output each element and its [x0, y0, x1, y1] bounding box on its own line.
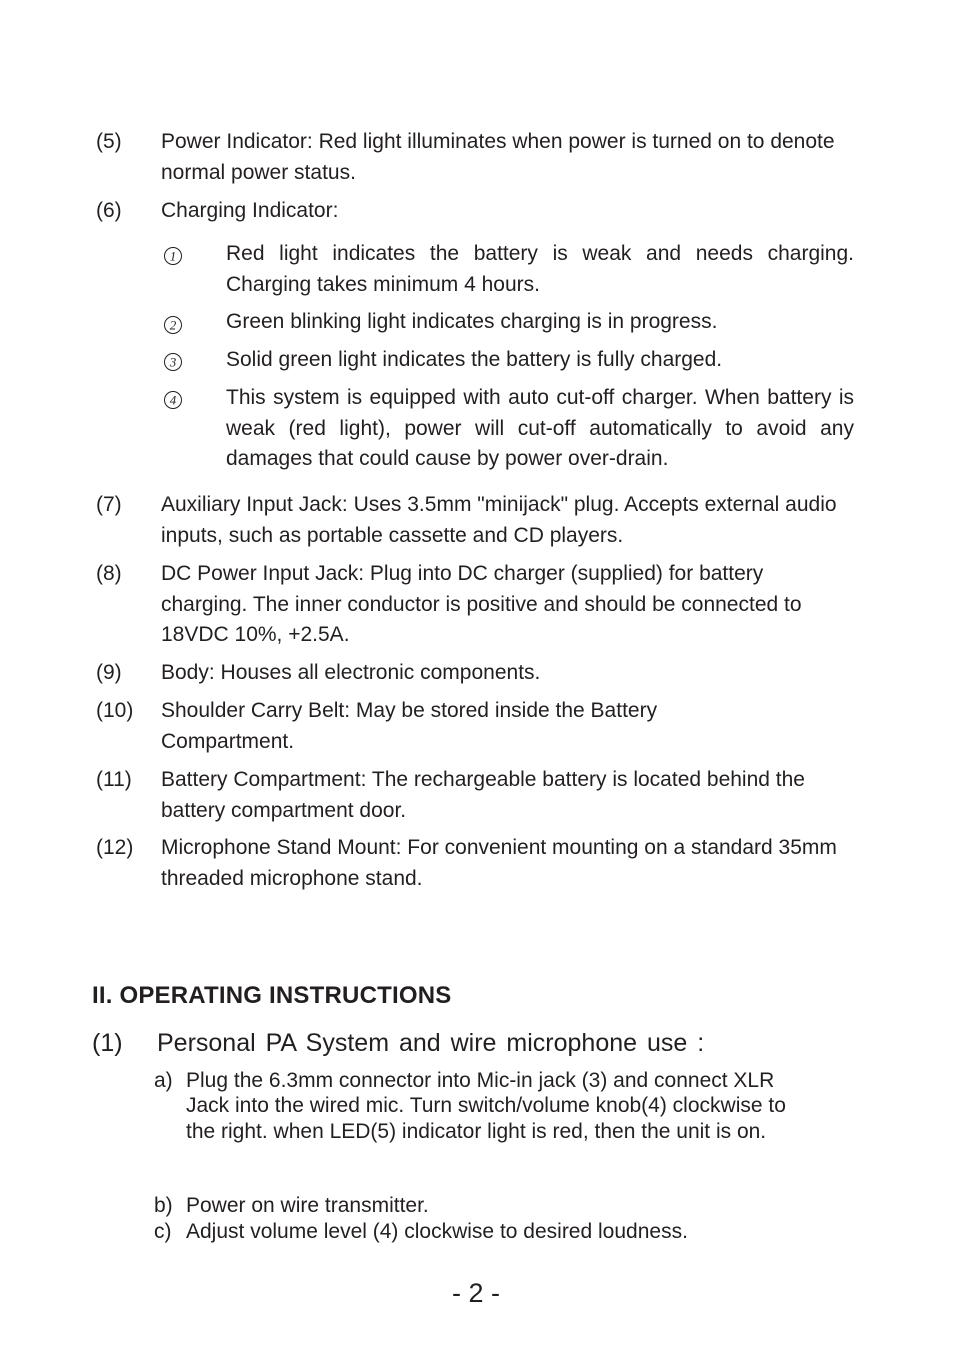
item-text: Microphone Stand Mount: For convenient mounting on a standard 35mm threaded microphone stand. [161, 836, 837, 890]
charging-subitem-text: Red light indicates the battery is weak and needs charging. Charging takes minimum 4 hours. [226, 242, 854, 296]
circled-number-3-icon [163, 352, 183, 372]
item-text: Battery Compartment: The rechargeable battery is located behind the battery compartment door. [161, 768, 805, 822]
item-number: (9) [96, 661, 122, 684]
item-text: Auxiliary Input Jack: Uses 3.5mm "minijack" plug. Accepts external audio inputs, such as portable cassette and CD players. [161, 493, 837, 547]
item-number: (7) [96, 493, 122, 516]
subsection-title: Personal PA System and wire microphone use : [157, 1029, 705, 1057]
svg-text:3: 3 [169, 354, 177, 370]
item-text: Body: Houses all electronic components. [161, 661, 541, 684]
step-label: c) [154, 1220, 172, 1243]
item-number: (5) [96, 130, 122, 153]
subsection-number: (1) [92, 1029, 123, 1057]
step-text: Power on wire transmitter. [186, 1194, 429, 1217]
page-number: - 2 - [452, 1278, 501, 1308]
item-text: Charging Indicator: [161, 199, 339, 222]
item-number: (10) [96, 699, 134, 722]
circled-number-1-icon [163, 246, 183, 266]
svg-text:2: 2 [169, 317, 177, 333]
step-label: b) [154, 1194, 173, 1217]
circled-number-2-icon [163, 315, 183, 335]
charging-subitem-text: Solid green light indicates the battery is fully charged. [226, 348, 723, 371]
svg-text:1: 1 [169, 248, 177, 264]
item-number: (12) [96, 836, 134, 859]
step-text: Adjust volume level (4) clockwise to desired loudness. [186, 1220, 688, 1243]
svg-text:4: 4 [169, 392, 177, 408]
charging-subitem-text: This system is equipped with auto cut-off charger. When battery is weak (red light), power will cut-off automatically to avoid any damages that could cause by power over-drain. [226, 386, 854, 470]
item-text: Power Indicator: Red light illuminates when power is turned on to denote normal power status. [161, 130, 835, 184]
step-text: Plug the 6.3mm connector into Mic-in jack (3) and connect XLR Jack into the wired mic. Turn switch/volume knob(4) clockwise to the right. when LED(5) indicator light is red, then the unit is on. [186, 1069, 786, 1143]
item-text: DC Power Input Jack: Plug into DC charger (supplied) for battery charging. The inner conductor is positive and should be connected to 18VDC 10%, +2.5A. [161, 562, 802, 646]
section-heading: II. OPERATING INSTRUCTIONS [92, 982, 452, 1009]
step-label: a) [154, 1069, 173, 1092]
charging-subitem-text: Green blinking light indicates charging is in progress. [226, 310, 718, 333]
item-text: Shoulder Carry Belt: May be stored inside the Battery Compartment. [161, 699, 658, 753]
circled-number-4-icon [163, 390, 183, 410]
item-number: (11) [96, 768, 132, 791]
item-number: (8) [96, 562, 122, 585]
item-number: (6) [96, 199, 122, 222]
